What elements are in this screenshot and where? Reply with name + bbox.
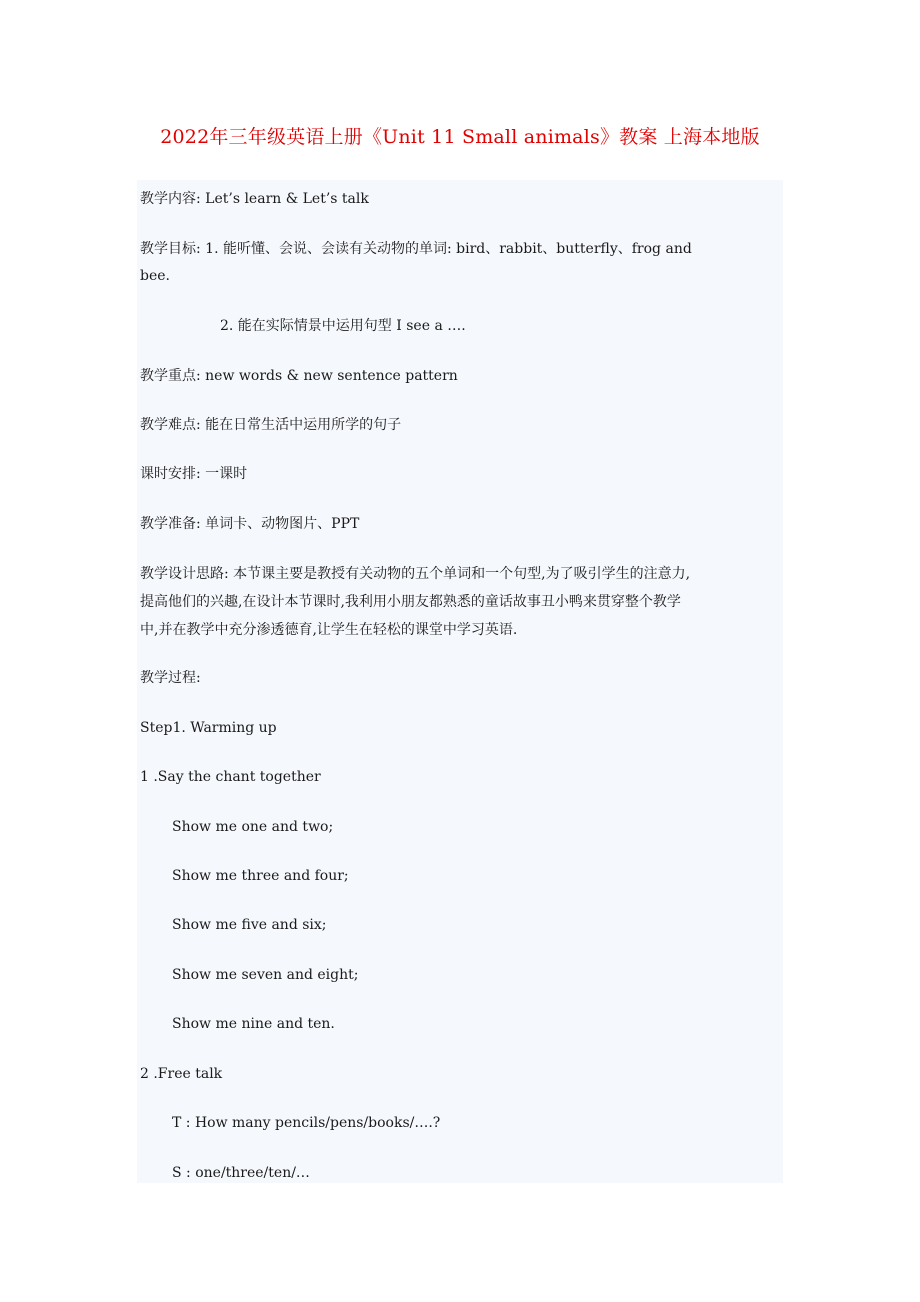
chant-line: Show me five and six; xyxy=(172,917,327,933)
preparation-line: 教学准备: 单词卡、动物图片、PPT xyxy=(140,516,360,532)
teaching-goal-line: 教学目标: 1. 能听懂、会说、会读有关动物的单词: bird、rabbit、butterfly、frog and xyxy=(140,241,692,257)
design-idea-line: 教学设计思路: 本节课主要是教授有关动物的五个单词和一个句型,为了吸引学生的注意力, xyxy=(140,566,691,582)
document-title: 2022年三年级英语上册《Unit 11 Small animals》教案 上海本地版 xyxy=(160,126,760,148)
chant-line: Show me one and two; xyxy=(172,819,334,835)
teaching-goal-continued-line: bee. xyxy=(140,268,170,284)
chant-line: Show me seven and eight; xyxy=(172,967,359,983)
student-line: S : one/three/ten/… xyxy=(172,1165,310,1181)
teaching-content-line: 教学内容: Let’s learn & Let’s talk xyxy=(140,191,369,207)
key-points-line: 教学重点: new words & new sentence pattern xyxy=(140,368,458,384)
chant-line: Show me nine and ten. xyxy=(172,1016,335,1032)
free-talk-heading: 2 .Free talk xyxy=(140,1066,223,1082)
lesson-schedule-line: 课时安排: 一课时 xyxy=(140,466,248,482)
teacher-line: T : How many pencils/pens/books/….? xyxy=(172,1115,441,1131)
step1-heading: Step1. Warming up xyxy=(140,720,277,736)
chant-line: Show me three and four; xyxy=(172,868,349,884)
teaching-process-heading: 教学过程: xyxy=(140,670,201,686)
design-idea-line: 中,并在教学中充分渗透德育,让学生在轻松的课堂中学习英语. xyxy=(140,622,518,638)
difficult-points-line: 教学难点: 能在日常生活中运用所学的句子 xyxy=(140,417,402,433)
design-idea-line: 提高他们的兴趣,在设计本节课时,我利用小朋友都熟悉的童话故事丑小鸭来贯穿整个教学 xyxy=(140,594,681,610)
chant-heading: 1 .Say the chant together xyxy=(140,769,321,785)
teaching-goal-2-line: 2. 能在实际情景中运用句型 I see a …. xyxy=(220,318,466,334)
